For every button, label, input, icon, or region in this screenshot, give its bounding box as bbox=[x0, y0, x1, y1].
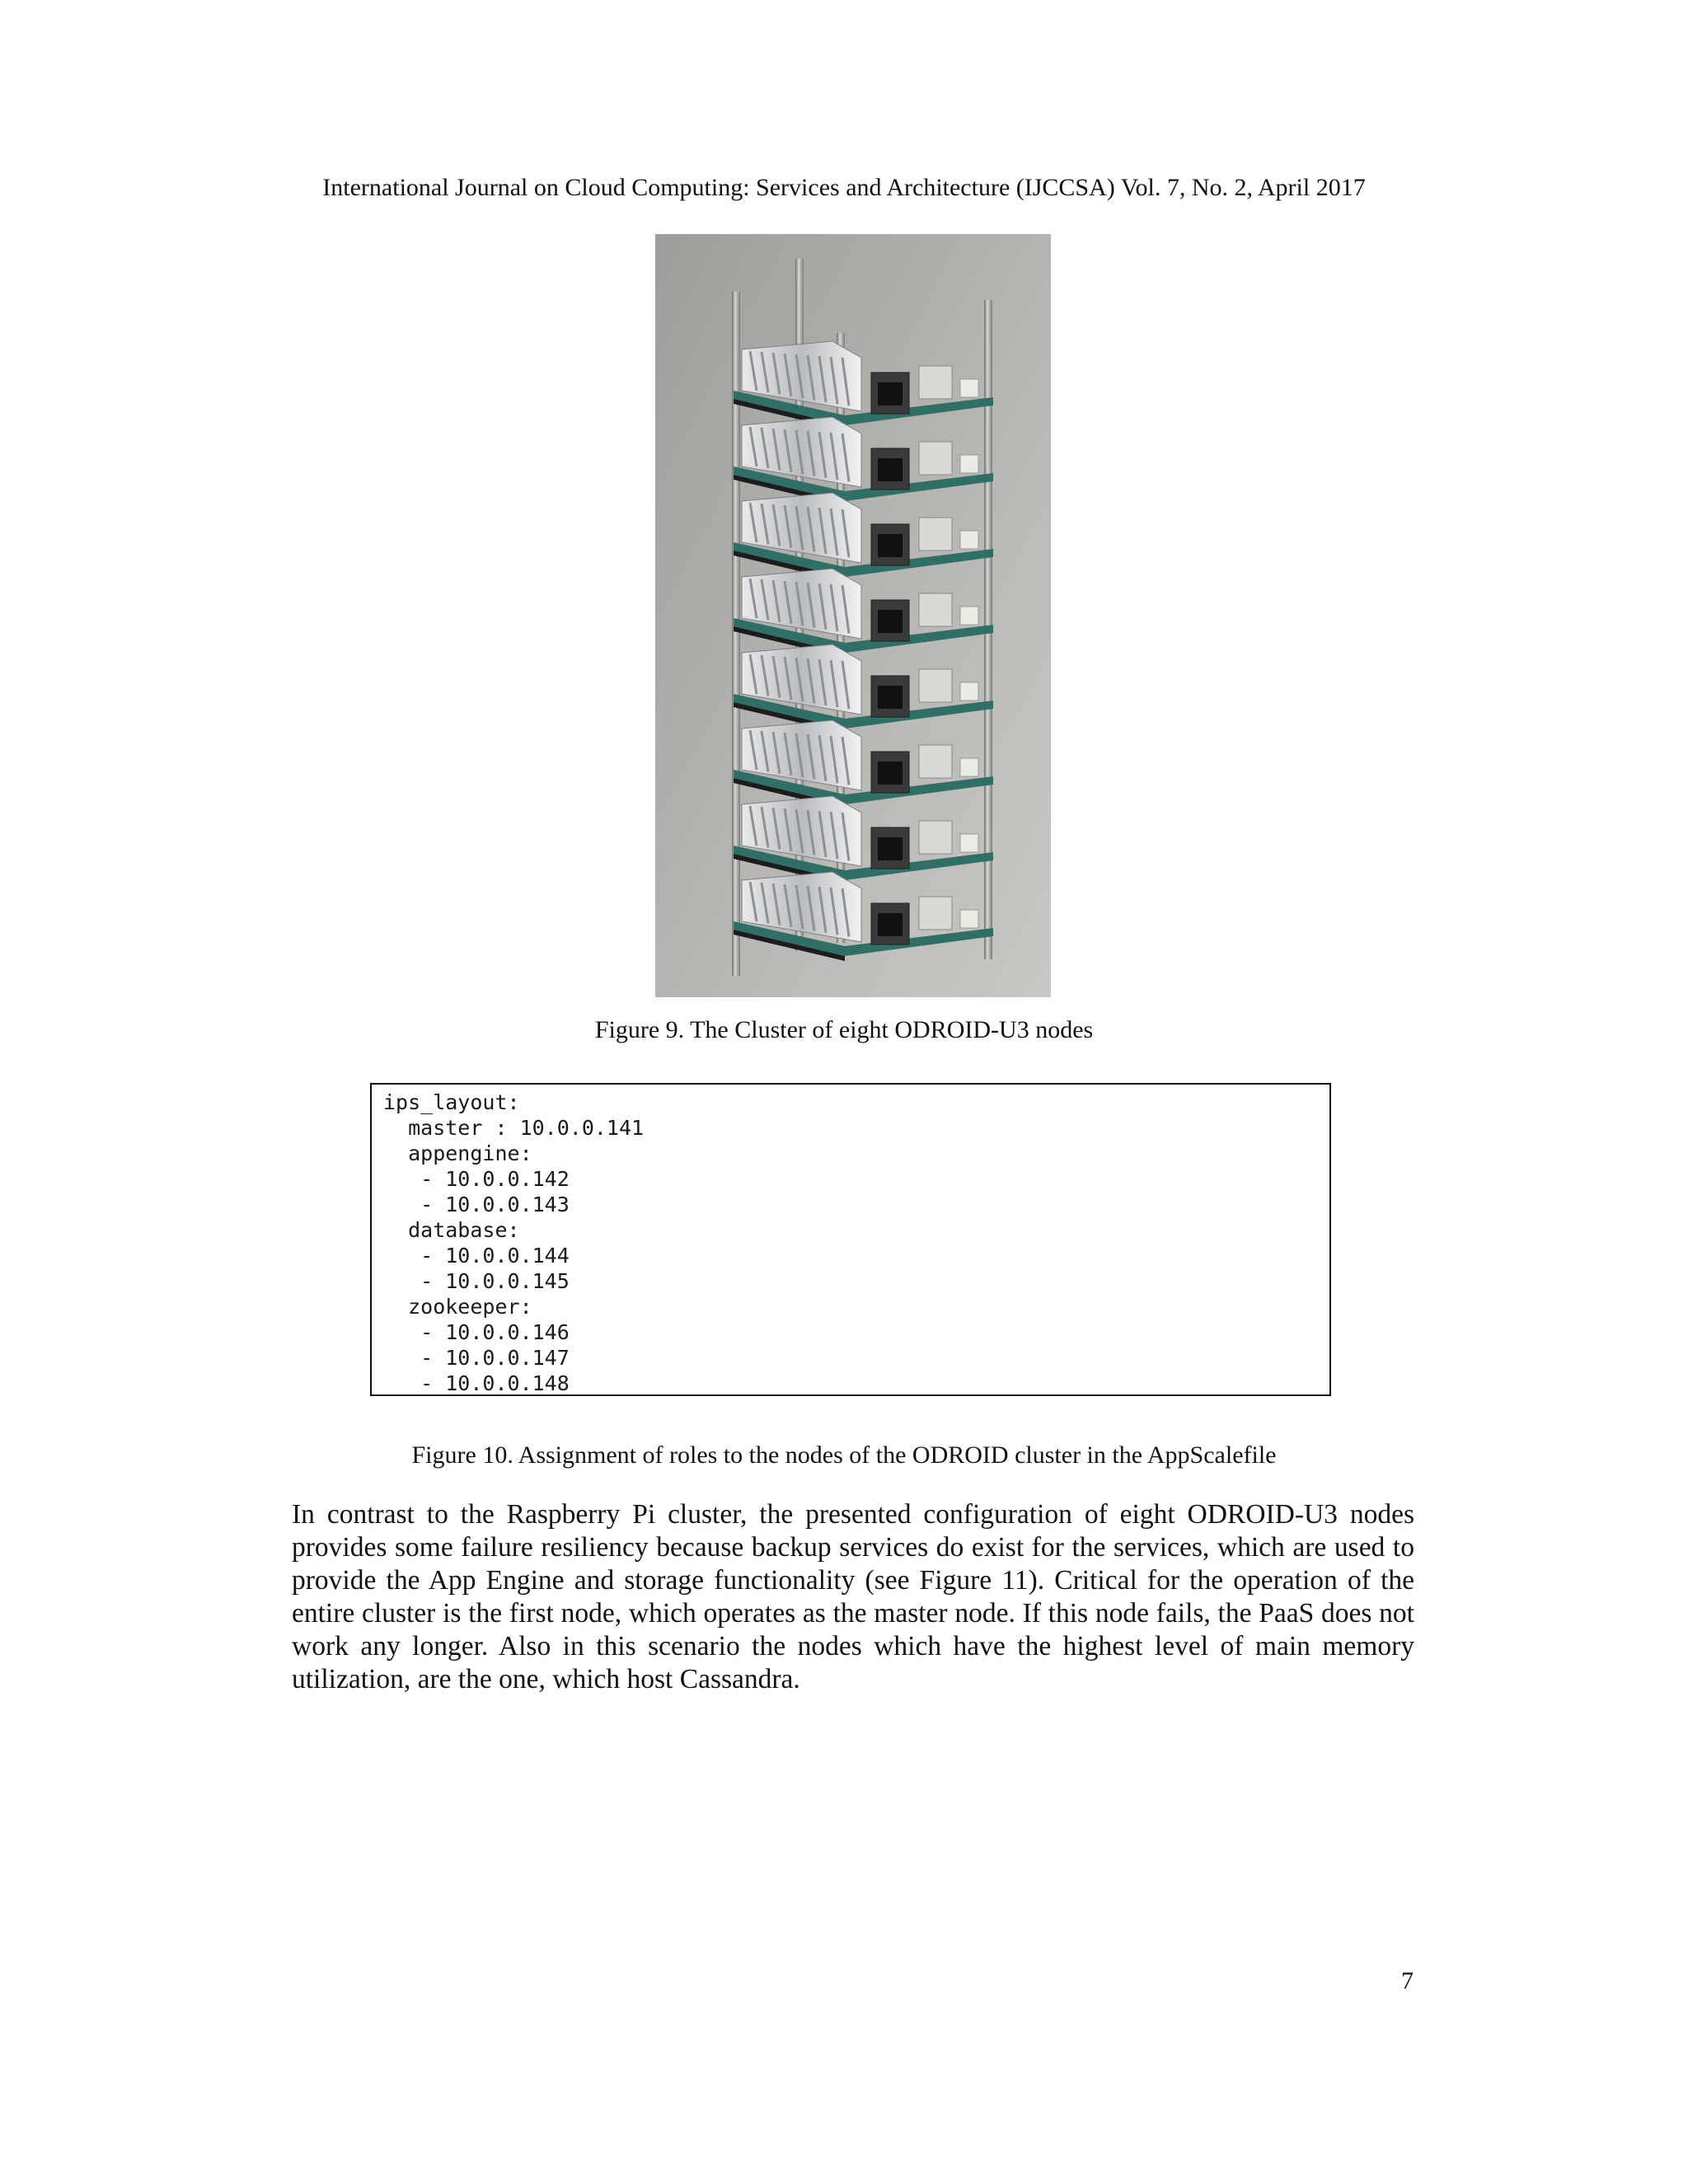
code-line: ips_layout: bbox=[383, 1090, 520, 1114]
journal-header: International Journal on Cloud Computing: Services and Architecture (IJCCSA) Vol. 7, No. 2, April 2017 bbox=[322, 174, 1366, 201]
figure-10-caption: Figure 10. Assignment of roles to the nodes of the ODROID cluster in the AppScalefile bbox=[411, 1441, 1277, 1469]
figure-9-caption: Figure 9. The Cluster of eight ODROID-U3 nodes bbox=[594, 1016, 1094, 1043]
body-paragraph: In contrast to the Raspberry Pi cluster, the presented configuration of eight ODROID-U3 nodes provides some failure resiliency because backup services do exist for the services, which are used to provide the App Engine and storage functionality (see Figure 11). Critical for the operation of the entire cluster is the first node, which operates as the master node. If this node fails, the PaaS does not work any longer. Also in this scenario the nodes which have the highest level of main memory utilization, are the one, which host Cassandra. bbox=[292, 1499, 1414, 1694]
body-paragraph-block bbox=[292, 1498, 1414, 1696]
code-line: - 10.0.0.142 bbox=[383, 1167, 570, 1191]
code-line: zookeeper: bbox=[383, 1295, 532, 1319]
code-line: - 10.0.0.146 bbox=[383, 1320, 570, 1344]
page-number: 7 bbox=[1401, 1967, 1414, 1994]
appscalefile-code-box bbox=[370, 1083, 1331, 1396]
code-line: appengine: bbox=[383, 1141, 532, 1165]
code-line: - 10.0.0.147 bbox=[383, 1346, 570, 1370]
code-line: - 10.0.0.145 bbox=[383, 1269, 570, 1293]
code-line: - 10.0.0.143 bbox=[383, 1193, 570, 1216]
code-line: - 10.0.0.144 bbox=[383, 1244, 570, 1268]
code-line: - 10.0.0.148 bbox=[383, 1371, 570, 1395]
odroid-cluster-photo bbox=[655, 234, 1051, 997]
code-line: database: bbox=[383, 1218, 520, 1242]
code-line: master : 10.0.0.141 bbox=[383, 1116, 645, 1140]
